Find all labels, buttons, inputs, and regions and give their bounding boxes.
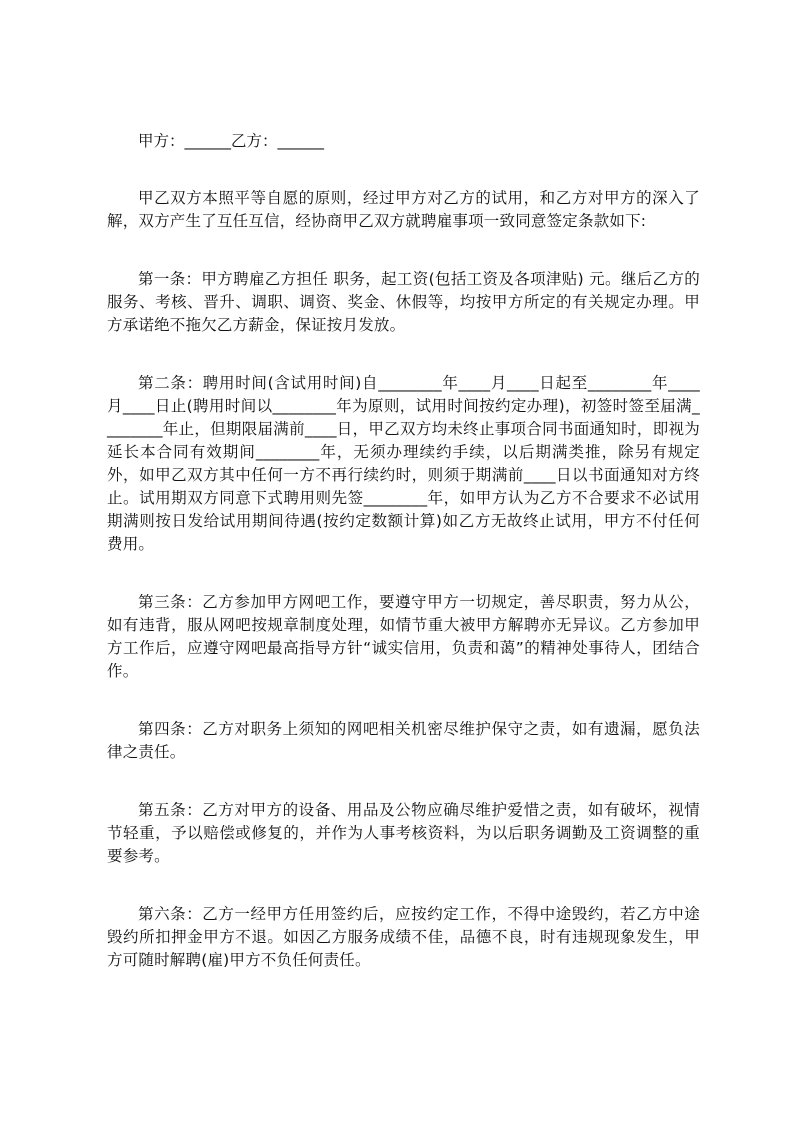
contract-body: [107, 130, 700, 972]
article-3: 第三条：乙方参加甲方网吧工作，要遵守甲方一切规定，善尽职责，努力从公，如有违背，服从网吧按规章制度处理，如情节重大被甲方解聘亦无异议。乙方参加甲方工作后，应遵守网吧最高指导方针“诚实信用，负责和蔼”的精神处事待人，团结合作。: [107, 593, 700, 680]
parties-line: 甲方：______乙方：______: [138, 132, 325, 150]
spacer: [107, 683, 700, 718]
intro-paragraph: 甲乙双方本照平等自愿的原则，经过甲方对乙方的试用，和乙方对甲方的深入了解，双方产生了互任互信，经协商甲乙双方就聘雇事项一致同意签定条款如下:: [107, 189, 700, 230]
spacer: [107, 764, 700, 799]
article-4: 第四条：乙方对职务上须知的网吧相关机密尽维护保守之责，如有遗漏，愿负法律之责任。: [107, 720, 700, 761]
spacer: [107, 868, 700, 903]
article-6: 第六条：乙方一经甲方任用签约后，应按约定工作，不得中途毁约，若乙方中途毁约所扣押金甲方不退。如因乙方服务成绩不佳，品德不良，时有违规现象发生，甲方可随时解聘(雇)甲方不负任何责任。: [107, 905, 700, 969]
spacer: [107, 233, 700, 268]
article-1: 第一条：甲方聘雇乙方担任 职务，起工资(包括工资及各项津贴) 元。继后乙方的服务、考核、晋升、调职、调资、奖金、休假等，均按甲方所定的有关规定办理。甲方承诺绝不拖欠乙方薪金，保证按月发放。: [107, 270, 700, 334]
spacer: [107, 556, 700, 591]
spacer: [107, 153, 700, 187]
article-2: 第二条：聘用时间(含试用时间)自________年____月____日起至________年____月____日止(聘用时间以________年为原则，试用时间按约定办理)，初签时签至届满________年止，但期限届满前____日，甲乙双方均未终止事项合同书面通知时，即视为延长本合同有效期间________年，无须办理续约手续，以后期满类推，除另有规定外，如甲乙双方其中任何一方不再行续约时，则须于期满前____日以书面通知对方终止。试用期双方同意下式聘用则先签________年，如甲方认为乙方不合要求不必试用期满则按日发给试用期间待遇(按约定数额计算)如乙方无故终止试用，甲方不付任何费用。: [107, 374, 700, 553]
spacer: [107, 337, 700, 372]
article-5: 第五条：乙方对甲方的设备、用品及公物应确尽维护爱惜之责，如有破坏，视情节轻重，予以赔偿或修复的，并作为人事考核资料，为以后职务调勤及工资调整的重要参考。: [107, 801, 700, 865]
